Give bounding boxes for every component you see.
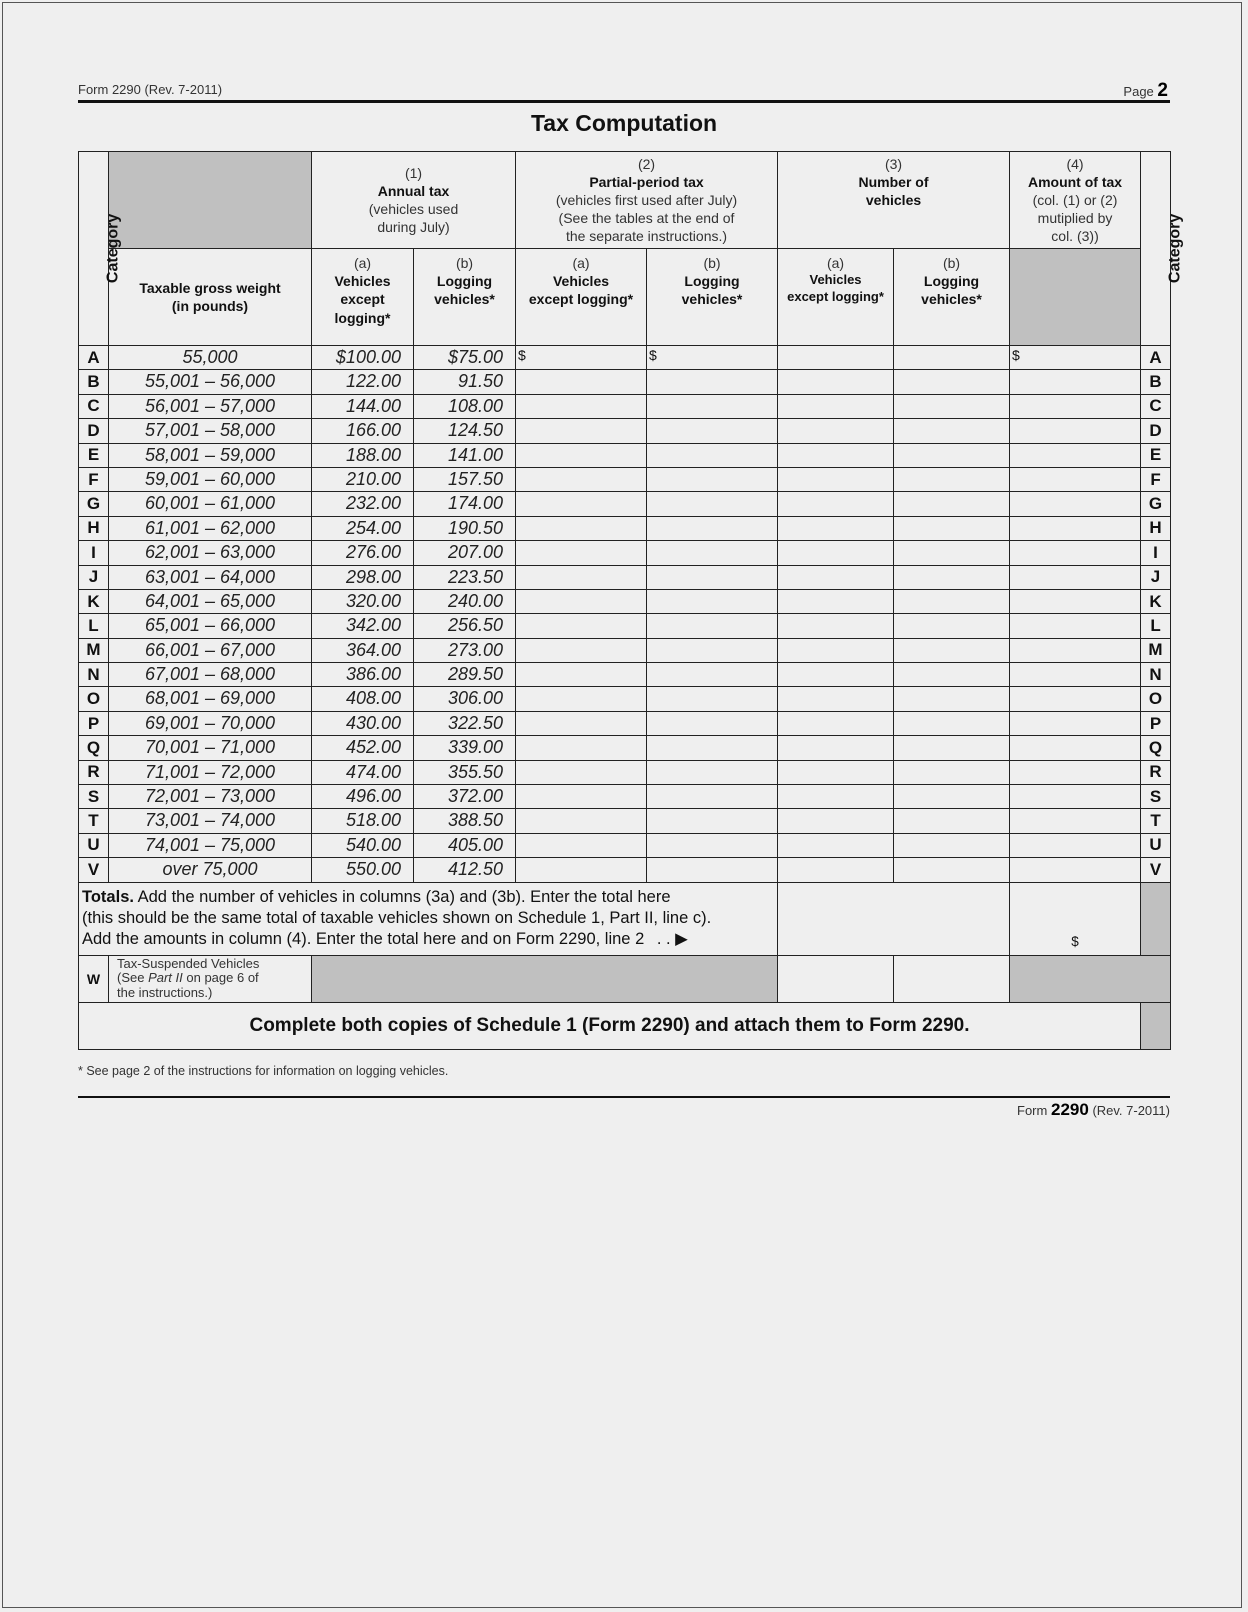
weight-cell: 61,001 – 62,000 — [109, 516, 312, 540]
category-letter: P — [79, 711, 109, 735]
form-revision: Form 2290 (Rev. 7-2011) — [78, 82, 223, 97]
logging-tax-cell: 388.50 — [414, 809, 516, 833]
partial-tax-b-field[interactable] — [647, 858, 778, 882]
partial-tax-a-field[interactable] — [516, 346, 647, 370]
category-header-right: Category — [1141, 152, 1171, 346]
logging-tax-cell: 108.00 — [414, 394, 516, 418]
category-letter: M — [79, 638, 109, 662]
logging-tax-cell: 355.50 — [414, 760, 516, 784]
logging-tax-cell: 339.00 — [414, 736, 516, 760]
vehicles-b-field[interactable] — [894, 858, 1010, 882]
weight-cell: 57,001 – 58,000 — [109, 419, 312, 443]
vehicles-b-field[interactable] — [894, 541, 1010, 565]
category-letter: C — [1141, 394, 1171, 418]
category-letter: B — [79, 370, 109, 394]
category-letter: Q — [79, 736, 109, 760]
logging-tax-cell: 190.50 — [414, 516, 516, 540]
amount-of-tax-field[interactable] — [1010, 638, 1141, 662]
dollar-sign: $ — [649, 347, 657, 363]
footer-rule — [78, 1096, 1170, 1098]
vehicles-b-field[interactable] — [894, 370, 1010, 394]
partial-tax-a-field[interactable] — [516, 492, 647, 516]
vehicles-b-field[interactable] — [894, 419, 1010, 443]
annual-tax-cell: 276.00 — [312, 541, 414, 565]
vehicles-a-field[interactable] — [778, 589, 894, 613]
partial-tax-a-field[interactable] — [516, 541, 647, 565]
vehicles-b-field[interactable] — [894, 638, 1010, 662]
partial-tax-b-field[interactable] — [647, 663, 778, 687]
logging-tax-cell: 141.00 — [414, 443, 516, 467]
weight-cell: 55,000 — [109, 346, 312, 370]
partial-tax-a-field[interactable] — [516, 760, 647, 784]
amount-of-tax-field[interactable] — [1010, 492, 1141, 516]
partial-tax-a-field[interactable] — [516, 565, 647, 589]
logging-tax-cell: 240.00 — [414, 589, 516, 613]
logging-tax-cell: $75.00 — [414, 346, 516, 370]
table-row — [79, 443, 1171, 467]
vehicles-a-field[interactable] — [778, 760, 894, 784]
dollar-sign: $ — [1012, 347, 1020, 363]
annual-tax-cell: 166.00 — [312, 419, 414, 443]
partial-tax-b-field[interactable] — [647, 785, 778, 809]
suspended-label: Tax-Suspended Vehicles (See Part II on page 6 of the instructions.) — [109, 955, 312, 1002]
total-vehicles-field[interactable] — [778, 882, 1010, 955]
col1a-header: (a) Vehicles except logging* — [312, 249, 414, 346]
weight-cell: 64,001 – 65,000 — [109, 589, 312, 613]
partial-tax-a-field[interactable] — [516, 638, 647, 662]
category-letter: I — [1141, 541, 1171, 565]
category-letter: R — [79, 760, 109, 784]
category-letter: L — [79, 614, 109, 638]
category-letter: I — [79, 541, 109, 565]
annual-tax-cell: 298.00 — [312, 565, 414, 589]
weight-cell: 65,001 – 66,000 — [109, 614, 312, 638]
amount-of-tax-field[interactable] — [1010, 565, 1141, 589]
category-letter: K — [79, 589, 109, 613]
totals-instructions: Totals. Add the number of vehicles in columns (3a) and (3b). Enter the total here (this should be the same total of taxable vehicles shown on Schedule 1, Part II, line c). Add the amounts in column (4). Enter the total here and on Form 2290, line 2 . . ▶ — [79, 882, 778, 955]
weight-cell: 71,001 – 72,000 — [109, 760, 312, 784]
amount-of-tax-field[interactable] — [1010, 541, 1141, 565]
annual-tax-cell: 320.00 — [312, 589, 414, 613]
category-letter: M — [1141, 638, 1171, 662]
weight-cell: 68,001 – 69,000 — [109, 687, 312, 711]
vehicles-a-field[interactable] — [778, 614, 894, 638]
vehicles-b-field[interactable] — [894, 346, 1010, 370]
col1b-header: (b) Logging vehicles* — [414, 249, 516, 346]
logging-tax-cell: 412.50 — [414, 858, 516, 882]
partial-tax-b-field[interactable] — [647, 614, 778, 638]
category-letter: J — [79, 565, 109, 589]
weight-header: Taxable gross weight (in pounds) — [109, 249, 312, 346]
weight-cell: 66,001 – 67,000 — [109, 638, 312, 662]
vehicles-a-field[interactable] — [778, 736, 894, 760]
category-letter: R — [1141, 760, 1171, 784]
amount-of-tax-field[interactable] — [1010, 516, 1141, 540]
partial-tax-b-field[interactable] — [647, 638, 778, 662]
table-row — [79, 663, 1171, 687]
suspended-vehicles-a-field[interactable] — [778, 955, 894, 1002]
partial-tax-b-field[interactable] — [647, 419, 778, 443]
table-row — [79, 394, 1171, 418]
table-row — [79, 614, 1171, 638]
logging-tax-cell: 157.50 — [414, 467, 516, 491]
vehicles-a-field[interactable] — [778, 541, 894, 565]
col2a-header: (a) Vehicles except logging* — [516, 249, 647, 346]
amount-of-tax-field[interactable] — [1010, 467, 1141, 491]
partial-tax-a-field[interactable] — [516, 589, 647, 613]
tax-computation-table — [78, 151, 1184, 1050]
totals-row — [79, 882, 1171, 955]
annual-tax-cell: 430.00 — [312, 711, 414, 735]
annual-tax-cell: 254.00 — [312, 516, 414, 540]
amount-of-tax-field[interactable] — [1010, 687, 1141, 711]
table-row — [79, 492, 1171, 516]
partial-tax-a-field[interactable] — [516, 687, 647, 711]
vehicles-a-field[interactable] — [778, 467, 894, 491]
vehicles-a-field[interactable] — [778, 516, 894, 540]
vehicles-a-field[interactable] — [778, 711, 894, 735]
weight-cell: 62,001 – 63,000 — [109, 541, 312, 565]
table-row — [79, 638, 1171, 662]
vehicles-a-field[interactable] — [778, 809, 894, 833]
logging-tax-cell: 405.00 — [414, 833, 516, 857]
vehicles-a-field[interactable] — [778, 394, 894, 418]
logging-tax-cell: 174.00 — [414, 492, 516, 516]
table-row — [79, 785, 1171, 809]
weight-cell: over 75,000 — [109, 858, 312, 882]
partial-tax-b-field[interactable] — [647, 760, 778, 784]
amount-of-tax-field[interactable] — [1010, 809, 1141, 833]
logging-tax-cell: 256.50 — [414, 614, 516, 638]
weight-cell: 60,001 – 61,000 — [109, 492, 312, 516]
logging-tax-cell: 273.00 — [414, 638, 516, 662]
partial-tax-a-field[interactable] — [516, 443, 647, 467]
partial-tax-a-field[interactable] — [516, 419, 647, 443]
shaded-cell — [312, 955, 778, 1002]
vehicles-a-field[interactable] — [778, 565, 894, 589]
vehicles-b-field[interactable] — [894, 736, 1010, 760]
partial-tax-b-field[interactable] — [647, 711, 778, 735]
category-letter: P — [1141, 711, 1171, 735]
category-header-left: Category — [79, 152, 109, 346]
col3a-header: (a) Vehicles except logging* — [778, 249, 894, 346]
col3-header: (3) Number of vehicles — [778, 152, 1010, 249]
partial-tax-a-field[interactable] — [516, 736, 647, 760]
category-letter: T — [79, 809, 109, 833]
vehicles-a-field[interactable] — [778, 443, 894, 467]
category-letter: F — [79, 467, 109, 491]
suspended-vehicles-b-field[interactable] — [894, 955, 1010, 1002]
partial-tax-a-field[interactable] — [516, 809, 647, 833]
annual-tax-cell: 496.00 — [312, 785, 414, 809]
annual-tax-cell: 144.00 — [312, 394, 414, 418]
category-letter: A — [1141, 346, 1171, 370]
partial-tax-a-field[interactable] — [516, 370, 647, 394]
category-letter: U — [79, 833, 109, 857]
table-row — [79, 370, 1171, 394]
category-letter: C — [79, 394, 109, 418]
amount-of-tax-field[interactable] — [1010, 370, 1141, 394]
annual-tax-cell: 452.00 — [312, 736, 414, 760]
category-letter: L — [1141, 614, 1171, 638]
category-letter: O — [79, 687, 109, 711]
annual-tax-cell: 386.00 — [312, 663, 414, 687]
category-letter: U — [1141, 833, 1171, 857]
vehicles-b-field[interactable] — [894, 394, 1010, 418]
vehicles-b-field[interactable] — [894, 565, 1010, 589]
table-row — [79, 541, 1171, 565]
category-letter: E — [1141, 443, 1171, 467]
vehicles-b-field[interactable] — [894, 785, 1010, 809]
complete-row — [79, 1002, 1171, 1049]
category-letter: G — [1141, 492, 1171, 516]
table-row — [79, 419, 1171, 443]
table-row — [79, 467, 1171, 491]
amount-of-tax-field[interactable] — [1010, 736, 1141, 760]
logging-tax-cell: 124.50 — [414, 419, 516, 443]
vehicles-b-field[interactable] — [894, 687, 1010, 711]
partial-tax-b-field[interactable] — [647, 565, 778, 589]
page-header — [78, 80, 1170, 100]
logging-tax-cell: 322.50 — [414, 711, 516, 735]
category-letter: A — [79, 346, 109, 370]
attach-schedule-note: Complete both copies of Schedule 1 (Form 2290) and attach them to Form 2290. — [79, 1002, 1141, 1049]
category-letter: K — [1141, 589, 1171, 613]
table-row — [79, 833, 1171, 857]
shaded-cell — [109, 152, 312, 249]
header-rule — [78, 100, 1170, 103]
partial-tax-a-field[interactable] — [516, 858, 647, 882]
amount-of-tax-field[interactable] — [1010, 785, 1141, 809]
annual-tax-cell: 188.00 — [312, 443, 414, 467]
amount-of-tax-field[interactable] — [1010, 663, 1141, 687]
partial-tax-b-field[interactable] — [647, 492, 778, 516]
partial-tax-b-field[interactable] — [647, 541, 778, 565]
partial-tax-b-field[interactable] — [647, 467, 778, 491]
weight-cell: 73,001 – 74,000 — [109, 809, 312, 833]
page-number: Page 2 — [1123, 80, 1168, 101]
category-letter: V — [79, 858, 109, 882]
partial-tax-b-field[interactable] — [647, 394, 778, 418]
weight-cell: 56,001 – 57,000 — [109, 394, 312, 418]
annual-tax-cell: 210.00 — [312, 467, 414, 491]
table-row — [79, 809, 1171, 833]
partial-tax-b-field[interactable] — [647, 516, 778, 540]
category-letter: N — [79, 663, 109, 687]
partial-tax-a-field[interactable] — [516, 394, 647, 418]
weight-cell: 72,001 – 73,000 — [109, 785, 312, 809]
logging-tax-cell: 91.50 — [414, 370, 516, 394]
table-row — [79, 565, 1171, 589]
table-row — [79, 760, 1171, 784]
annual-tax-cell: 342.00 — [312, 614, 414, 638]
category-letter: H — [1141, 516, 1171, 540]
vehicles-a-field[interactable] — [778, 858, 894, 882]
annual-tax-cell: 540.00 — [312, 833, 414, 857]
logging-tax-cell: 223.50 — [414, 565, 516, 589]
vehicles-a-field[interactable] — [778, 370, 894, 394]
weight-cell: 55,001 – 56,000 — [109, 370, 312, 394]
annual-tax-cell: 474.00 — [312, 760, 414, 784]
category-letter: E — [79, 443, 109, 467]
vehicles-b-field[interactable] — [894, 492, 1010, 516]
page-footer: Form 2290 (Rev. 7-2011) — [1017, 1100, 1170, 1119]
partial-tax-a-field[interactable] — [516, 614, 647, 638]
partial-tax-a-field[interactable] — [516, 833, 647, 857]
weight-cell: 63,001 – 64,000 — [109, 565, 312, 589]
vehicles-b-field[interactable] — [894, 833, 1010, 857]
partial-tax-a-field[interactable] — [516, 785, 647, 809]
category-letter: T — [1141, 809, 1171, 833]
annual-tax-cell: $100.00 — [312, 346, 414, 370]
col1-header: (1) Annual tax (vehicles used during July) — [312, 152, 516, 249]
shaded-cell — [1141, 882, 1171, 955]
annual-tax-cell: 518.00 — [312, 809, 414, 833]
partial-tax-a-field[interactable] — [516, 516, 647, 540]
table-row — [79, 858, 1171, 882]
category-letter: N — [1141, 663, 1171, 687]
partial-tax-a-field[interactable] — [516, 663, 647, 687]
vehicles-a-field[interactable] — [778, 346, 894, 370]
partial-tax-b-field[interactable] — [647, 736, 778, 760]
weight-cell: 67,001 – 68,000 — [109, 663, 312, 687]
table-row — [79, 516, 1171, 540]
vehicles-b-field[interactable] — [894, 467, 1010, 491]
logging-tax-cell: 372.00 — [414, 785, 516, 809]
logging-footnote: * See page 2 of the instructions for information on logging vehicles. — [78, 1064, 449, 1078]
logging-tax-cell: 289.50 — [414, 663, 516, 687]
total-tax-field[interactable]: $ — [1010, 882, 1141, 955]
partial-tax-b-field[interactable] — [647, 833, 778, 857]
annual-tax-cell: 408.00 — [312, 687, 414, 711]
col4-header: (4) Amount of tax (col. (1) or (2) mutiplied by col. (3)) — [1010, 152, 1141, 249]
vehicles-b-field[interactable] — [894, 614, 1010, 638]
col2-header: (2) Partial-period tax (vehicles first used after July) (See the tables at the end of the separate instructions.) — [516, 152, 778, 249]
suspended-letter: W — [79, 955, 109, 1002]
partial-tax-b-field[interactable] — [647, 809, 778, 833]
category-letter: O — [1141, 687, 1171, 711]
amount-of-tax-field[interactable] — [1010, 589, 1141, 613]
category-letter: F — [1141, 467, 1171, 491]
table-row — [79, 687, 1171, 711]
partial-tax-b-field[interactable] — [647, 443, 778, 467]
partial-tax-b-field[interactable] — [647, 687, 778, 711]
partial-tax-b-field[interactable] — [647, 346, 778, 370]
amount-of-tax-field[interactable] — [1010, 614, 1141, 638]
weight-cell: 69,001 – 70,000 — [109, 711, 312, 735]
category-letter: Q — [1141, 736, 1171, 760]
vehicles-a-field[interactable] — [778, 492, 894, 516]
col2b-header: (b) Logging vehicles* — [647, 249, 778, 346]
category-letter: S — [1141, 785, 1171, 809]
amount-of-tax-field[interactable] — [1010, 711, 1141, 735]
annual-tax-cell: 122.00 — [312, 370, 414, 394]
annual-tax-cell: 232.00 — [312, 492, 414, 516]
amount-of-tax-field[interactable] — [1010, 394, 1141, 418]
weight-cell: 70,001 – 71,000 — [109, 736, 312, 760]
amount-of-tax-field[interactable] — [1010, 443, 1141, 467]
weight-cell: 58,001 – 59,000 — [109, 443, 312, 467]
vehicles-b-field[interactable] — [894, 711, 1010, 735]
table-row — [79, 736, 1171, 760]
category-letter: G — [79, 492, 109, 516]
category-letter: D — [79, 419, 109, 443]
category-letter: H — [79, 516, 109, 540]
dollar-sign: $ — [518, 347, 526, 363]
amount-of-tax-field[interactable] — [1010, 833, 1141, 857]
amount-of-tax-field[interactable] — [1010, 346, 1141, 370]
amount-of-tax-field[interactable] — [1010, 760, 1141, 784]
vehicles-a-field[interactable] — [778, 638, 894, 662]
category-letter: D — [1141, 419, 1171, 443]
shaded-cell — [1141, 1002, 1171, 1049]
weight-cell: 59,001 – 60,000 — [109, 467, 312, 491]
vehicles-b-field[interactable] — [894, 809, 1010, 833]
partial-tax-a-field[interactable] — [516, 711, 647, 735]
vehicles-a-field[interactable] — [778, 833, 894, 857]
vehicles-b-field[interactable] — [894, 516, 1010, 540]
logging-tax-cell: 207.00 — [414, 541, 516, 565]
vehicles-a-field[interactable] — [778, 663, 894, 687]
vehicles-b-field[interactable] — [894, 589, 1010, 613]
logging-tax-cell: 306.00 — [414, 687, 516, 711]
page-title: Tax Computation — [530, 110, 718, 136]
category-letter: V — [1141, 858, 1171, 882]
category-letter: B — [1141, 370, 1171, 394]
amount-of-tax-field[interactable] — [1010, 858, 1141, 882]
vehicles-a-field[interactable] — [778, 419, 894, 443]
weight-cell: 74,001 – 75,000 — [109, 833, 312, 857]
vehicles-a-field[interactable] — [778, 785, 894, 809]
vehicles-b-field[interactable] — [894, 443, 1010, 467]
vehicles-b-field[interactable] — [894, 663, 1010, 687]
vehicles-a-field[interactable] — [778, 687, 894, 711]
annual-tax-cell: 550.00 — [312, 858, 414, 882]
annual-tax-cell: 364.00 — [312, 638, 414, 662]
col3b-header: (b) Logging vehicles* — [894, 249, 1010, 346]
shaded-cell — [1010, 249, 1141, 346]
partial-tax-b-field[interactable] — [647, 589, 778, 613]
partial-tax-b-field[interactable] — [647, 370, 778, 394]
table-row — [79, 346, 1171, 370]
table-row — [79, 711, 1171, 735]
vehicles-b-field[interactable] — [894, 760, 1010, 784]
shaded-cell — [1010, 955, 1171, 1002]
category-letter: S — [79, 785, 109, 809]
suspended-row — [79, 955, 1171, 1002]
table-row — [79, 589, 1171, 613]
amount-of-tax-field[interactable] — [1010, 419, 1141, 443]
category-letter: J — [1141, 565, 1171, 589]
partial-tax-a-field[interactable] — [516, 467, 647, 491]
